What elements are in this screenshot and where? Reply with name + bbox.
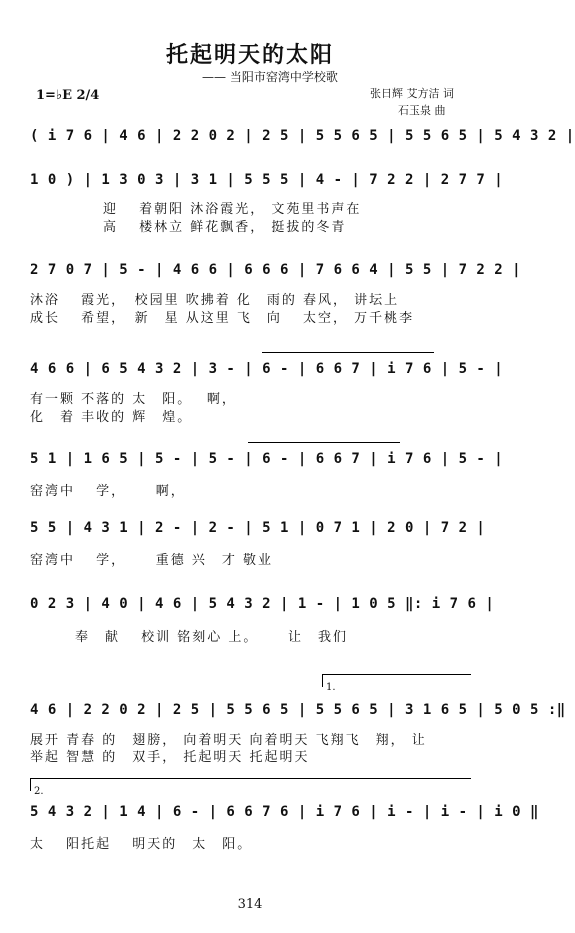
page-number: 314 xyxy=(237,897,263,912)
notation-line: 2 7 0 7 | 5 - | 4 6 6 | 6 6 6 | 7 6 6 4 | 5 5 | 7 2 2 | xyxy=(30,262,522,278)
notation-line: 5 4 3 2 | 1 4 | 6 - | 6 6 7 6 | i 7 6 | i - | i - | i 0 ‖ xyxy=(30,804,539,820)
lyric-line: 窑湾中 学， 重德 兴 才 敬业 xyxy=(30,553,274,568)
lyric-line: 举起 智慧 的 双手， 托起明天 托起明天 xyxy=(30,750,310,765)
song-title: 托起明天的太阳 xyxy=(165,42,334,68)
lyric-line: 沐浴 霞光， 校园里 吹拂着 化 雨的 春风， 讲坛上 xyxy=(30,293,400,308)
volta-bracket: 2. xyxy=(30,778,471,791)
notation-line: 5 1 | 1 6 5 | 5 - | 5 - | 6 - | 6 6 7 | i 7 6 | 5 - | xyxy=(30,451,504,467)
lyric-line: 奉 献 校训 铭刻心 上。 让 我们 xyxy=(75,630,349,645)
lyric-line: 有一颗 不落的 太 阳。 啊， xyxy=(30,392,237,407)
notation-line: 4 6 6 | 6 5 4 3 2 | 3 - | 6 - | 6 6 7 | i 7 6 | 5 - | xyxy=(30,361,504,377)
song-subtitle: —— 当阳市窑湾中学校歌 xyxy=(202,70,338,84)
lyric-line: 窑湾中 学， 啊， xyxy=(30,484,186,499)
lyric-line: 展开 青春 的 翅膀， 向着明天 向着明天 飞翔飞 翔， 让 xyxy=(30,733,427,748)
lyricist-credit: 张日辉 艾方洁 词 xyxy=(370,87,454,100)
lyric-line: 成长 希望， 新 星 从这里 飞 向 太空， 万千桃李 xyxy=(30,311,415,326)
lyric-line: 化 着 丰收的 辉 煌。 xyxy=(30,410,193,425)
lyric-line: 迎 着朝阳 沐浴霞光， 文苑里书声在 xyxy=(103,202,362,217)
lyric-line: 高 楼林立 鲜花飘香， 挺拔的冬青 xyxy=(103,220,347,235)
notation-line: 4 6 | 2 2 0 2 | 2 5 | 5 5 6 5 | 5 5 6 5 | 3 1 6 5 | 5 0 5 :‖ xyxy=(30,702,566,718)
key-signature: 1=♭E 2/4 xyxy=(36,88,100,103)
composer-credit: 石玉泉 曲 xyxy=(398,104,446,117)
notation-line: 5 5 | 4 3 1 | 2 - | 2 - | 5 1 | 0 7 1 | 2 0 | 7 2 | xyxy=(30,520,486,536)
volta-bracket: 1. xyxy=(322,674,471,687)
notation-line: 0 2 3 | 4 0 | 4 6 | 5 4 3 2 | 1 - | 1 0 5 ‖: i 7 6 | xyxy=(30,596,495,612)
lyric-line: 太 阳托起 明天的 太 阳。 xyxy=(30,837,253,852)
notation-line: 1 0 ) | 1 3 0 3 | 3 1 | 5 5 5 | 4 - | 7 2 2 | 2 7 7 | xyxy=(30,172,504,188)
notation-line: ( i 7 6 | 4 6 | 2 2 0 2 | 2 5 | 5 5 6 5 | 5 5 6 5 | 5 4 3 2 | xyxy=(30,128,575,144)
